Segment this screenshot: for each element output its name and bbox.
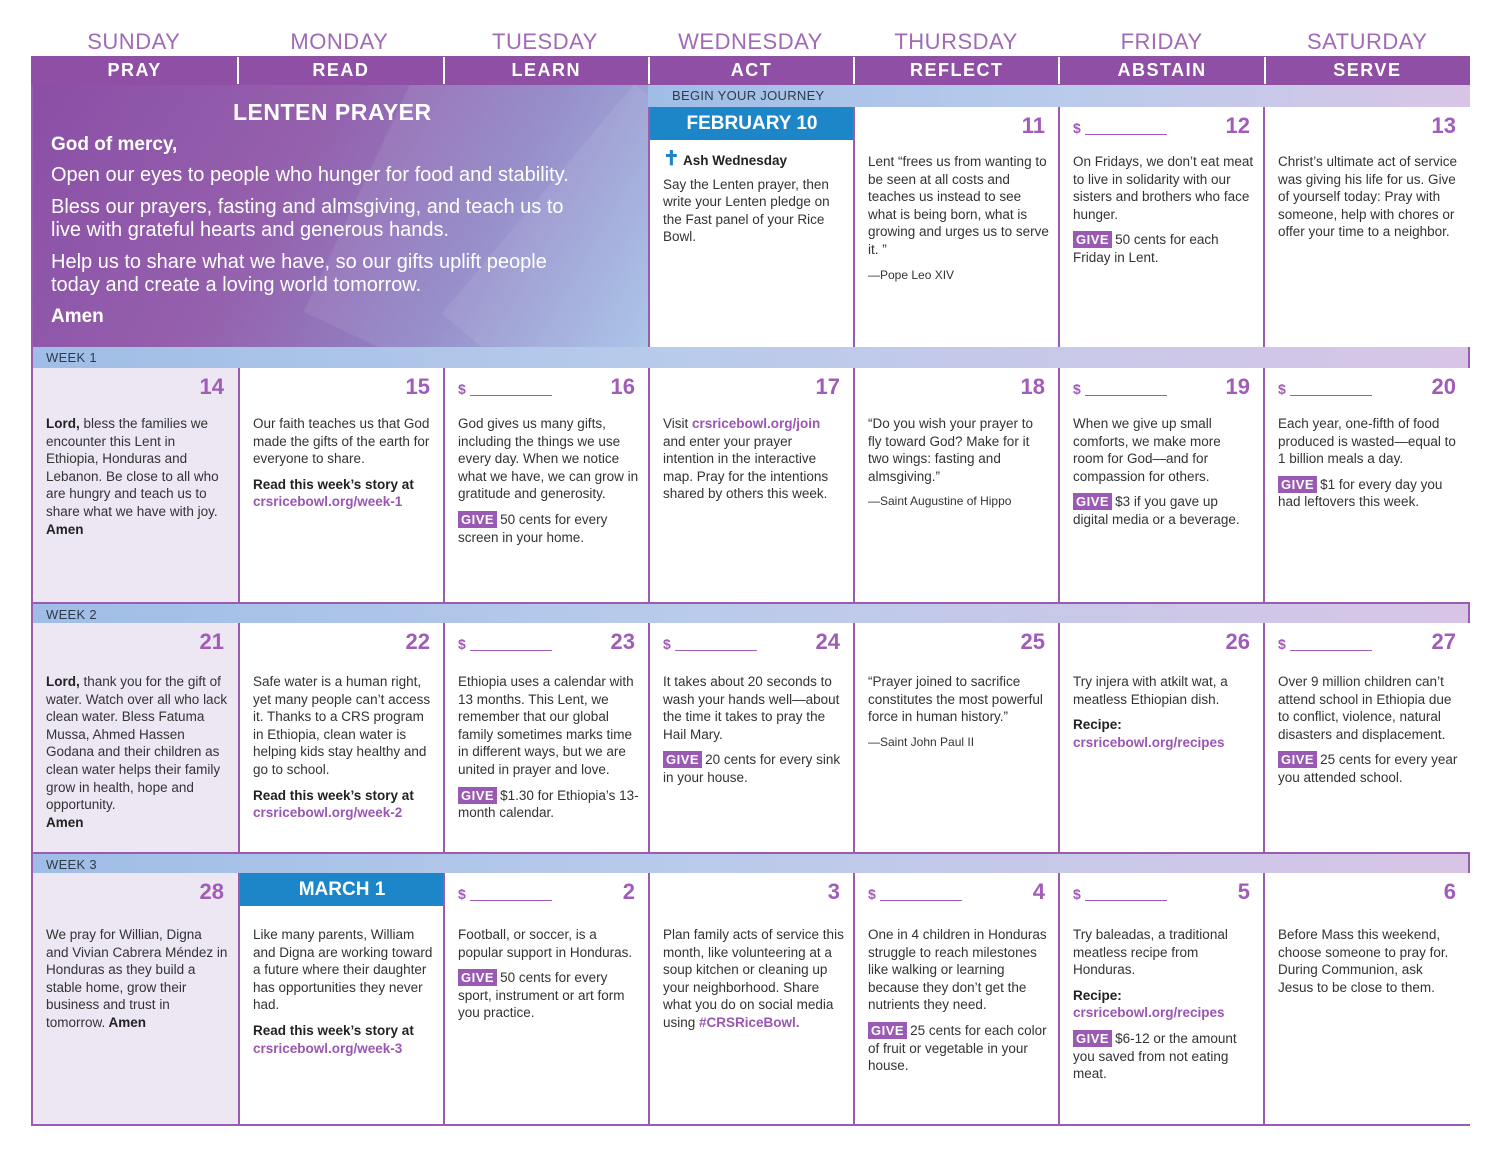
day-text: Plan family acts of service this month, like volunteering at a soup kitchen or cleaning up your neighborhood. Share what you do on social media using #CRSRiceBowl. [663,927,844,1030]
day-text: When we give up small comforts, we make more room for God—and for compassion for others. [1073,416,1221,484]
day-cell-19 [1058,368,1264,602]
day-names-row [31,27,1470,56]
day-text: Over 9 million children can’t attend school in Ethiopia due to conflict, violence, natural disasters and displacement. [1278,674,1452,742]
day-cell-5 [1058,873,1264,1124]
story-link[interactable]: crsricebowl.org/week-3 [253,1040,403,1056]
event-title: Ash Wednesday [683,153,788,168]
prayer-closing: Amen [51,306,104,327]
date-header: FEBRUARY 10 [650,107,854,140]
prayer-line: Bless our prayers, fasting and almsgiving, and teach us to live with grateful hearts and generous hands. [51,196,564,241]
day-number: 3 [827,879,840,904]
week-1-bar: WEEK 1 [33,347,1468,368]
day-cell-27 [1263,623,1470,852]
day-name: SATURDAY [1306,29,1428,54]
give-text: 25 cents for every year you attended school. [1278,752,1458,785]
recipe-link[interactable]: crsricebowl.org/recipes [1073,1005,1225,1021]
day-text: Say the Lenten prayer, then write your Lenten pledge on the Fast panel of your Rice Bowl. [663,176,830,245]
day-cell-14 [33,368,238,602]
day-name: SUNDAY [87,29,181,54]
day-text: Each year, one-fifth of food produced is wasted—equal to 1 billion meals a day. [1278,416,1456,467]
day-cell-24 [648,623,854,852]
day-text: Visit crsricebowl.org/join and enter your prayer intention in the interactive map. Pray for the intentions shared by others this week. [663,416,829,502]
prayer-opening: God of mercy, [51,134,178,155]
quote-text: Lent “frees us from wanting to be seen at all costs and teaches us instead to see what is being born, what is growing and urges us to serve it. ” [868,154,1049,257]
quote-attribution: —Saint John Paul II [868,734,975,749]
week-2-bar: WEEK 2 [33,602,1468,623]
day-number: 20 [1431,374,1456,399]
day-cell-23 [443,623,649,852]
give-badge: GIVE [1278,751,1317,768]
day-number: 25 [1020,629,1045,654]
calendar [31,27,1470,1082]
theme-label: REFLECT [853,57,1058,84]
day-number: 2 [622,879,635,904]
day-cell-22 [238,623,444,852]
join-link[interactable]: crsricebowl.org/join [692,416,821,431]
day-cell-13 [1263,107,1470,347]
day-number: 15 [405,374,430,399]
day-number: 26 [1225,629,1250,654]
day-cell-3 [648,873,854,1124]
day-number: 5 [1237,879,1250,904]
day-cell-15 [238,368,444,602]
theme-label: ABSTAIN [1058,57,1263,84]
quote-attribution: —Pope Leo XIV [868,267,955,282]
day-cell-feb-10 [648,107,854,347]
dollar-field[interactable]: $ [458,886,552,902]
day-name: TUESDAY [492,29,598,54]
day-number: 24 [815,629,840,654]
day-text: Lord, bless the families we encounter this Lent in Ethiopia, Honduras and Lebanon. Be close to all who are hungry and teach us to share what we have with joy. Amen [46,416,219,537]
give-badge: GIVE [458,969,497,986]
give-text: $1.30 for Ethiopia’s 13-month calendar. [458,787,639,821]
give-badge: GIVE [458,511,497,528]
give-text: $1 for every day you had leftovers this week. [1278,476,1443,510]
day-cell-20 [1263,368,1470,602]
day-cell-march-1 [238,873,444,1124]
quote-text: “Do you wish your prayer to fly toward God? Make for it two wings: fasting and almsgiving.” [868,416,1034,484]
day-name: MONDAY [290,29,389,54]
day-text: God gives us many gifts, including the things we use every day. When we notice what we have, we can grow in gratitude and generosity. [458,416,639,502]
day-cell-18 [853,368,1059,602]
day-cell-6 [1263,873,1470,1124]
quote-text: “Prayer joined to sacrifice constitutes the most powerful force in human history.” [868,674,1043,725]
theme-label: ACT [648,57,853,84]
day-number: 17 [815,374,840,399]
story-link[interactable]: crsricebowl.org/week-2 [253,805,403,821]
prayer-line: Open our eyes to people who hunger for food and stability. [51,164,569,186]
day-number: 4 [1032,879,1045,904]
day-number: 23 [610,629,635,654]
begin-journey-bar: BEGIN YOUR JOURNEY [648,85,1470,107]
day-text: Try baleadas, a traditional meatless recipe from Honduras. [1073,927,1228,978]
give-text: $3 if you gave up digital media or a beverage. [1073,494,1240,527]
day-text: Ethiopia uses a calendar with 13 months. This Lent, we remember that our global family sometimes marks time in different ways, but we are united in prayer and love. [458,674,634,777]
day-text: Christ’s ultimate act of service was giving his life for us. Give of yourself today: Pray with someone, help with chores or offer your time to a neighbor. [1278,154,1458,240]
day-name: THURSDAY [894,29,1018,54]
quote-attribution: —Saint Augustine of Hippo [868,494,1012,509]
lenten-prayer [33,85,648,349]
day-number: 19 [1225,374,1250,399]
give-text: 20 cents for every sink in your house. [663,752,841,785]
prayer-line: Help us to share what we have, so our gifts uplift people today and create a loving world tomorrow. [51,251,547,296]
day-text: Football, or soccer, is a popular support in Honduras. [458,927,633,960]
day-number: 14 [199,374,224,399]
day-cell-2 [443,873,649,1124]
day-number: 16 [610,374,635,399]
date-header: MARCH 1 [240,873,444,906]
theme-label: READ [237,57,442,84]
dollar-field[interactable]: $ [868,886,962,902]
day-text: On Fridays, we don’t eat meat to live in solidarity with our sisters and brothers who face hunger. [1073,154,1254,222]
day-number: 28 [199,879,224,904]
give-badge: GIVE [1073,493,1112,510]
theme-label: LEARN [443,57,648,84]
give-text: 50 cents for every sport, instrument or art form you practice. [458,970,625,1021]
day-text: Try injera with atkilt wat, a meatless Ethiopian dish. [1073,674,1228,707]
give-text: $6-12 or the amount you saved from not eating meat. [1073,1030,1237,1082]
day-text: Safe water is a human right, yet many people can’t access it. Thanks to a CRS program in Ethiopia, clean water is helping kids stay healthy and go to school. [253,674,431,777]
dollar-field[interactable]: $ [663,636,757,652]
day-number: 11 [1021,113,1045,138]
give-text: 25 cents for each color of fruit or vegetable in your house. [868,1022,1047,1074]
story-label: Read this week’s story at [253,1022,414,1038]
day-cell-11 [853,107,1059,347]
day-text: Like many parents, William and Digna are working toward a future where their daughter has opportunities they never had. [253,927,433,1013]
theme-label: PRAY [107,60,162,80]
recipe-link[interactable]: crsricebowl.org/recipes [1073,734,1225,750]
give-badge: GIVE [1073,1030,1112,1047]
story-label: Read this week’s story at [253,476,414,492]
dollar-field[interactable]: $ [1073,886,1167,902]
day-name: WEDNESDAY [678,29,823,54]
day-number: 12 [1225,113,1250,138]
dollar-field[interactable]: $ [458,636,552,652]
day-text: One in 4 children in Honduras struggle to reach milestones like walking or learning because they don’t get the nutrients they need. [868,927,1047,1013]
theme-label: SERVE [1264,57,1469,84]
day-text: Our faith teaches us that God made the gifts of the earth for everyone to share. [253,416,430,467]
recipe-label: Recipe: [1073,987,1122,1003]
day-text: Lord, thank you for the gift of water. Watch over all who lack clean water. Bless Fatuma Mussa, Ahmed Hassen Godana and their children as clean water helps their family grow in health, hope and opportunity. Amen [46,674,228,830]
day-number: 6 [1443,879,1456,904]
day-number: 22 [405,629,430,654]
cross-icon: ✝ [663,148,680,170]
day-name: FRIDAY [1120,29,1203,54]
day-cell-26 [1058,623,1264,852]
day-text: We pray for Willian, Digna and Vivian Cabrera Méndez in Honduras as they build a stable home, grow their business and trust in tomorrow. Amen [46,927,228,1030]
give-text: 50 cents for every screen in your home. [458,511,608,545]
recipe-label: Recipe: [1073,717,1122,733]
day-cell-16 [443,368,649,602]
week-3-bar: WEEK 3 [33,852,1468,873]
day-number: 27 [1431,629,1456,654]
story-label: Read this week’s story at [253,787,414,803]
day-cell-12 [1058,107,1264,347]
calendar-grid [31,85,1470,1126]
dollar-field[interactable]: $ [1073,120,1167,136]
themes-row [31,56,1470,85]
give-badge: GIVE [1278,476,1317,493]
give-badge: GIVE [868,1022,907,1039]
give-badge: GIVE [458,787,497,804]
prayer-title: LENTEN PRAYER [233,99,432,125]
dollar-field[interactable]: $ [1278,636,1372,652]
day-cell-21 [33,623,238,852]
give-text: 50 cents for each Friday in Lent. [1073,232,1219,265]
day-cell-4 [853,873,1059,1124]
dollar-field[interactable]: $ [1278,381,1372,397]
day-text: Before Mass this weekend, choose someone to pray for. During Communion, ask Jesus to be close to them. [1278,927,1449,995]
day-cell-25 [853,623,1059,852]
story-link[interactable]: crsricebowl.org/week-1 [253,494,403,510]
day-number: 13 [1431,113,1456,138]
day-cell-17 [648,368,854,602]
day-cell-28 [33,873,238,1124]
give-badge: GIVE [1073,231,1112,248]
dollar-field[interactable]: $ [458,381,552,397]
hashtag-link[interactable]: #CRSRiceBowl. [699,1014,800,1030]
give-badge: GIVE [663,751,702,768]
day-number: 18 [1020,374,1045,399]
day-text: It takes about 20 seconds to wash your hands well—about the time it takes to pray the Hail Mary. [663,674,840,742]
dollar-field[interactable]: $ [1073,381,1167,397]
day-number: 21 [199,629,224,654]
